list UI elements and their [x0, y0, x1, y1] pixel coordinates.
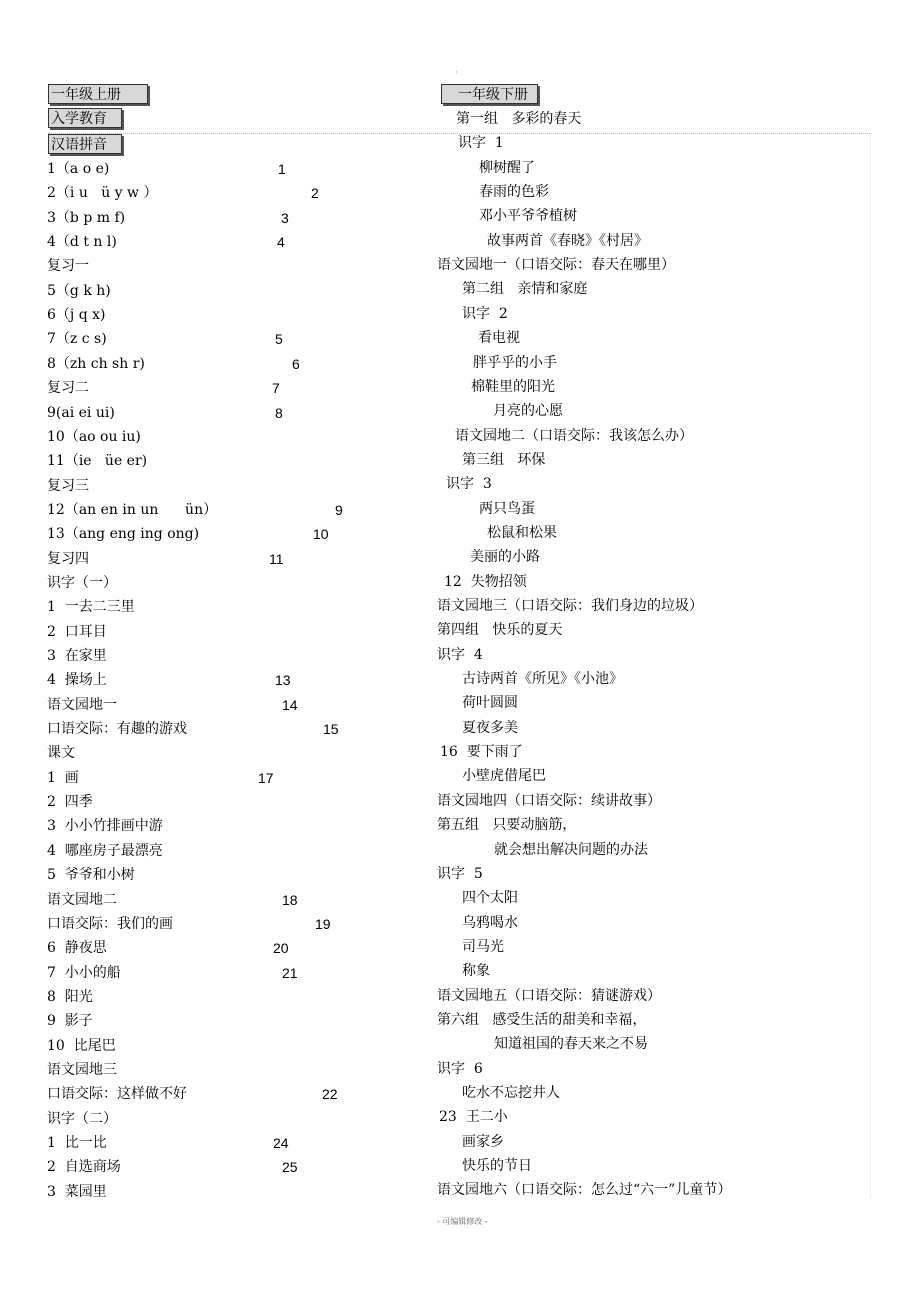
toc-entry: 棉鞋里的阳光: [471, 378, 555, 395]
toc-entry: 识字（一）: [47, 574, 117, 591]
toc-entry: 语文园地五（口语交际：猜谜游戏）: [437, 987, 661, 1004]
toc-entry: 第一组 多彩的春天: [456, 111, 582, 127]
toc-entry: 乌鸦喝水: [462, 914, 518, 931]
toc-entry: 11（ie üe er): [47, 453, 148, 470]
toc-entry: 8（zh ch sh r): [47, 355, 145, 372]
toc-entry: 2 自选商场: [47, 1159, 121, 1176]
toc-entry: 3 小小竹排画中游: [47, 818, 163, 835]
page-number: 11: [269, 550, 284, 567]
toc-entry: 看电视: [478, 330, 520, 347]
toc-entry: 5（g k h): [47, 282, 111, 299]
toc-entry: 语文园地四（口语交际：续讲故事）: [437, 792, 661, 809]
toc-entry: 12 失物招领: [444, 573, 527, 590]
toc-entry: 语文园地六（口语交际：怎么过“六一”儿童节）: [437, 1182, 732, 1199]
toc-entry: 吃水不忘挖井人: [462, 1085, 560, 1101]
toc-entry: 复习四: [47, 550, 89, 567]
toc-entry: 识字 1: [458, 135, 504, 152]
toc-entry: 识字（二）: [47, 1110, 117, 1127]
page-number: 2: [311, 185, 319, 202]
page-number: 17: [258, 769, 274, 786]
toc-entry: 3 菜园里: [47, 1183, 107, 1200]
section-box: 汉语拼音: [48, 134, 122, 154]
page-number: 10: [313, 526, 329, 543]
page-number: 22: [322, 1086, 338, 1103]
toc-entry: 识字 4: [437, 646, 483, 663]
toc-entry: 3 在家里: [47, 648, 107, 664]
toc-entry: 故事两首《春晓》《村居》: [487, 232, 648, 249]
right-header-box: 一年级下册: [441, 84, 538, 104]
toc-entry: 月亮的心愿: [493, 403, 563, 420]
page-number: 7: [272, 380, 280, 397]
toc-entry: 画家乡: [462, 1133, 504, 1150]
toc-entry: 复习三: [47, 477, 89, 494]
toc-entry: 口语交际：这样做不好: [47, 1086, 187, 1103]
toc-entry: 语文园地三: [47, 1061, 117, 1078]
toc-entry: 8 阳光: [47, 988, 93, 1005]
toc-entry: 第二组 亲情和家庭: [462, 281, 588, 298]
page-number: 20: [273, 940, 289, 957]
toc-entry: 7 小小的船: [47, 964, 121, 981]
toc-entry: 第五组 只要动脑筋，: [437, 817, 577, 834]
toc-entry: 语文园地二（口语交际：我该怎么办）: [455, 427, 693, 444]
toc-entry: 23 王二小: [439, 1109, 508, 1126]
toc-entry: 第六组 感受生活的甜美和幸福，: [437, 1011, 647, 1028]
toc-entry: 柳树醒了: [479, 159, 535, 176]
toc-entry: 12（an en in un ün）: [47, 501, 218, 518]
toc-entry: 16 要下雨了: [440, 744, 523, 761]
page-number: 21: [282, 964, 298, 981]
toc-entry: 荷叶圆圆: [462, 695, 518, 712]
toc-entry: 识字 3: [446, 476, 492, 493]
toc-entry: 语文园地一: [47, 696, 117, 713]
toc-entry: 9(ai ei ui): [47, 404, 115, 421]
page-number: 4: [277, 234, 285, 251]
toc-entry: 四个太阳: [462, 890, 518, 907]
page-number: 15: [323, 721, 339, 738]
toc-entry: 美丽的小路: [470, 549, 540, 566]
toc-entry: 口语交际：有趣的游戏: [47, 721, 187, 738]
toc-entry: 10（ao ou iu): [47, 428, 141, 445]
toc-entry: 小壁虎借尾巴: [462, 768, 546, 785]
toc-entry: 2 口耳目: [47, 623, 107, 640]
page-number: 8: [275, 404, 283, 421]
section-box: 入学教育: [48, 108, 122, 128]
toc-entry: 6 静夜思: [47, 940, 107, 957]
page-number: 25: [282, 1159, 298, 1176]
toc-entry: 1 一去二三里: [47, 599, 135, 616]
toc-entry: 夏夜多美: [462, 719, 518, 736]
page-number: 14: [282, 696, 298, 713]
toc-entry: 两只鸟蛋: [479, 500, 535, 517]
toc-entry: 13（ang eng ing ong): [47, 526, 200, 543]
page-number: 24: [273, 1135, 289, 1151]
toc-entry: 3（b p m f): [47, 209, 126, 226]
toc-entry: 1（a o e): [47, 161, 110, 177]
toc-entry: 2 四季: [47, 794, 93, 811]
toc-entry: 语文园地一（口语交际：春天在哪里）: [437, 257, 675, 274]
top-mark: ·: [455, 68, 458, 77]
toc-entry: 1 画: [47, 769, 79, 786]
toc-entry: 9 影子: [47, 1013, 93, 1030]
page-number: 13: [275, 672, 291, 689]
toc-entry: 4（d t n l): [47, 234, 117, 251]
toc-entry: 第三组 环保: [462, 451, 546, 468]
toc-entry: 语文园地二: [47, 891, 117, 908]
toc-entry: 5 爷爷和小树: [47, 867, 135, 884]
toc-entry: 复习二: [47, 380, 89, 397]
toc-entry: 司马光: [462, 938, 504, 955]
toc-entry: 口语交际：我们的画: [47, 915, 173, 932]
toc-entry: 古诗两首《所见》《小池》: [462, 671, 623, 688]
toc-entry: 识字 6: [437, 1060, 483, 1077]
toc-entry: 第四组 快乐的夏天: [437, 622, 563, 639]
page-number: 5: [275, 331, 283, 348]
toc-entry: 胖乎乎的小手: [473, 354, 557, 371]
toc-entry: 课文: [47, 745, 75, 762]
page-number: 19: [315, 915, 331, 932]
right-border-line: [870, 133, 871, 1198]
toc-entry: 松鼠和松果: [487, 524, 557, 541]
page-number: 3: [281, 209, 289, 226]
toc-entry: 称象: [462, 963, 490, 980]
toc-entry: 就会想出解决问题的办法: [494, 841, 648, 858]
toc-entry: 识字 5: [437, 865, 483, 882]
toc-entry: 2（i u ü y w ）: [47, 185, 158, 202]
toc-entry: 7（z c s): [47, 331, 107, 348]
page-number: 1: [278, 161, 286, 177]
page-number: 6: [292, 355, 300, 372]
left-header-box: 一年级上册: [48, 84, 148, 104]
toc-entry: 快乐的节日: [462, 1158, 532, 1175]
page-number: 9: [335, 501, 343, 518]
toc-entry: 1 比一比: [47, 1135, 107, 1151]
toc-entry: 知道祖国的春天来之不易: [494, 1036, 648, 1053]
toc-entry: 4 操场上: [47, 672, 107, 689]
footer-note: - 可编辑修改 -: [437, 1217, 488, 1226]
toc-entry: 语文园地三（口语交际：我们身边的垃圾）: [437, 598, 703, 614]
page-number: 18: [282, 891, 298, 908]
toc-entry: 复习一: [47, 258, 89, 275]
toc-entry: 邓小平爷爷植树: [479, 208, 577, 225]
toc-entry: 6（j q x): [47, 307, 106, 324]
toc-entry: 识字 2: [462, 305, 508, 322]
toc-entry: 4 哪座房子最漂亮: [47, 842, 163, 859]
toc-entry: 春雨的色彩: [479, 184, 549, 201]
toc-entry: 10 比尾巴: [47, 1037, 116, 1054]
